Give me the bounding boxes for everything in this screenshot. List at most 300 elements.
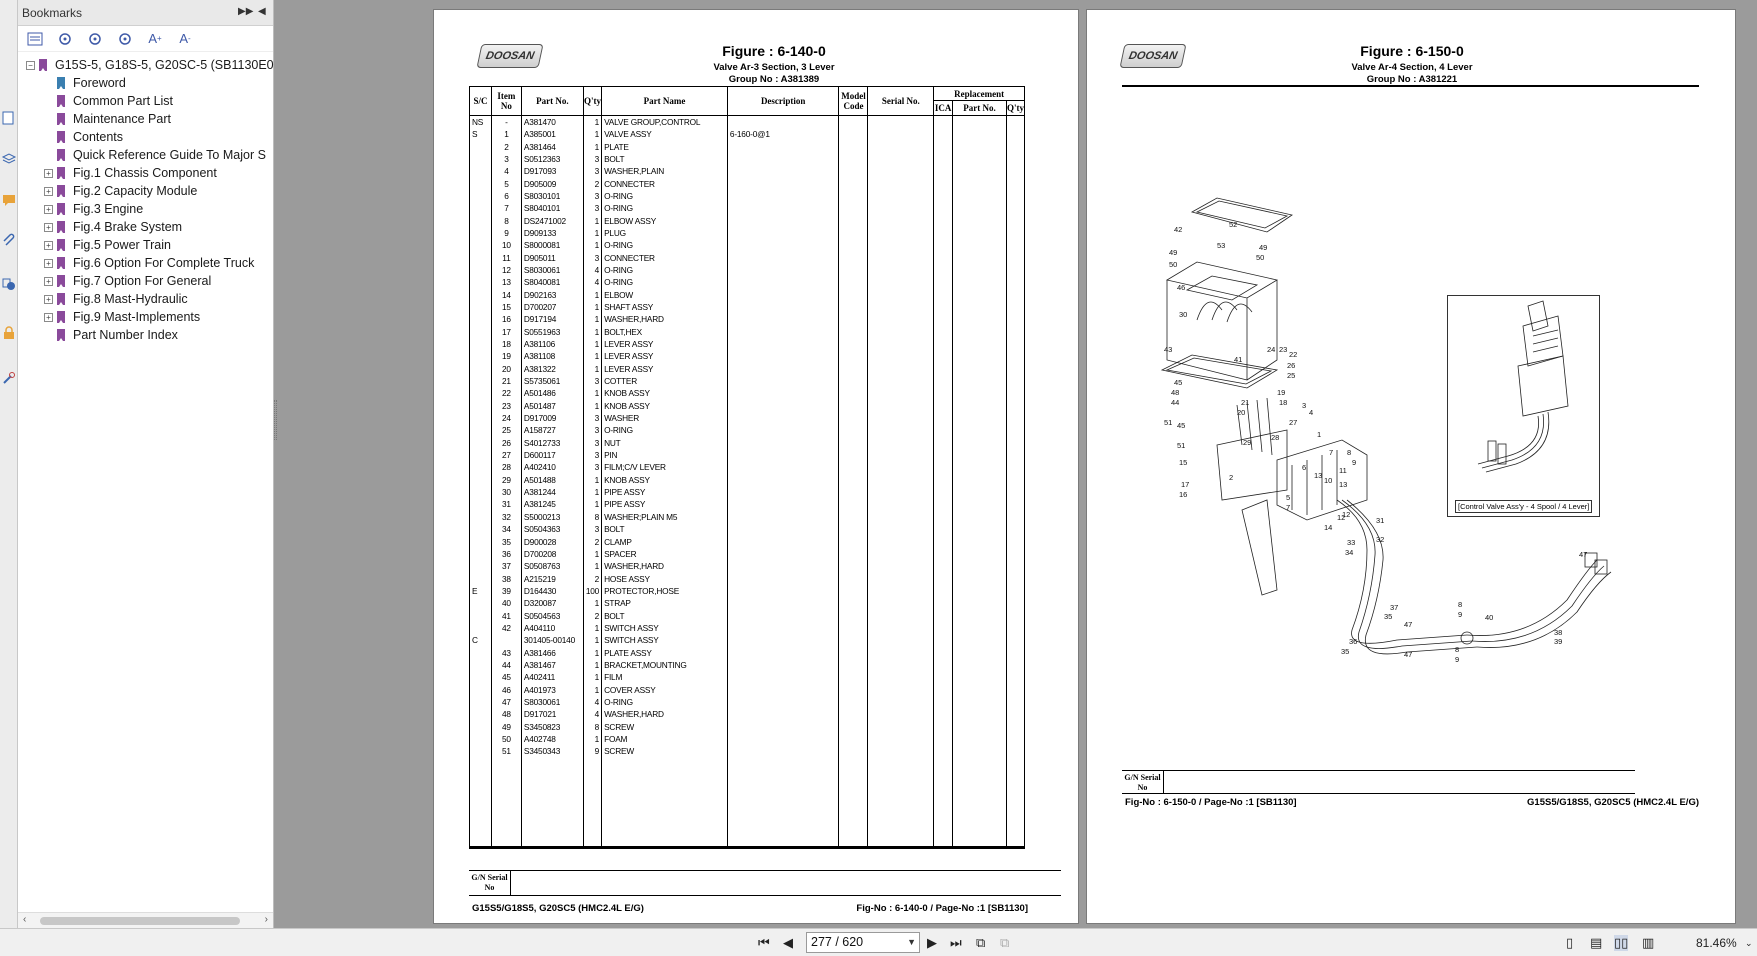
- bookmark-item[interactable]: [18, 272, 273, 290]
- two-page-view-icon[interactable]: ▯▯: [1614, 935, 1629, 950]
- callout-label: 44: [1171, 398, 1180, 407]
- table-row: [470, 609, 1025, 621]
- cell-part: A215219: [521, 572, 583, 584]
- cell-qty: 1: [583, 326, 601, 338]
- cell-sc: [470, 387, 492, 399]
- table-row: [470, 511, 1025, 523]
- table-row: [470, 498, 1025, 510]
- cell-item: 45: [491, 671, 521, 683]
- table-row: [470, 560, 1025, 572]
- cell-empty: [868, 363, 934, 375]
- bookmark-item[interactable]: [18, 182, 273, 200]
- table-row: [470, 659, 1025, 671]
- cell-desc: [727, 387, 839, 399]
- cell-empty: [1006, 276, 1024, 288]
- cell-qty: 1: [583, 214, 601, 226]
- previous-view-icon[interactable]: ⧉: [976, 935, 986, 950]
- cell-part: S8030061: [521, 696, 583, 708]
- cell-name: SHAFT ASSY: [602, 301, 728, 313]
- cell-empty: [839, 276, 868, 288]
- single-page-view-icon[interactable]: ▯: [1566, 935, 1574, 950]
- callout-label: 50: [1256, 253, 1265, 262]
- next-view-icon[interactable]: ⧉: [1000, 935, 1010, 950]
- cell-desc: [727, 437, 839, 449]
- cell-empty: [934, 511, 953, 523]
- cell-empty: [953, 721, 1007, 733]
- cell-desc: [727, 461, 839, 473]
- bookmark-item[interactable]: [18, 326, 273, 344]
- cell-empty: [953, 634, 1007, 646]
- cell-empty: [868, 511, 934, 523]
- decrease-font-icon[interactable]: A -: [179, 31, 191, 46]
- page-number-input[interactable]: 277 / 620 ▼: [806, 932, 920, 953]
- cell-name: NUT: [602, 437, 728, 449]
- cell-empty: [953, 116, 1007, 129]
- cell-empty: [1006, 387, 1024, 399]
- bookmark-item[interactable]: [18, 92, 273, 110]
- cell-sc: [470, 461, 492, 473]
- cell-name: O-RING: [602, 276, 728, 288]
- add-bookmark-icon[interactable]: [56, 30, 74, 48]
- bookmarks-horizontal-scrollbar[interactable]: [18, 912, 273, 928]
- cell-empty: [953, 165, 1007, 177]
- table-row: [470, 486, 1025, 498]
- bookmark-options-icon[interactable]: [26, 30, 44, 48]
- cell-empty: [1006, 708, 1024, 720]
- cell-empty: [868, 696, 934, 708]
- cell-empty: [934, 214, 953, 226]
- cell-empty: [953, 338, 1007, 350]
- callout-label: 8: [1458, 600, 1463, 609]
- increase-font-icon[interactable]: A +: [148, 31, 162, 46]
- cell-desc: [727, 671, 839, 683]
- cell-empty: [953, 177, 1007, 189]
- cell-item: 39: [491, 585, 521, 597]
- cell-sc: C: [470, 634, 492, 646]
- cell-item: 10: [491, 239, 521, 251]
- cell-empty: [839, 301, 868, 313]
- attachment-icon[interactable]: [1, 232, 16, 247]
- cell-empty: [868, 733, 934, 745]
- cell-part: D909133: [521, 227, 583, 239]
- cell-qty: 3: [583, 461, 601, 473]
- cell-empty: [934, 634, 953, 646]
- expand-icon[interactable]: +: [44, 205, 53, 214]
- cell-empty: [934, 585, 953, 597]
- bookmark-items: [18, 74, 273, 344]
- cell-item: 5: [491, 177, 521, 189]
- cell-empty: [868, 523, 934, 535]
- bookmark-label: Fig.5 Power Train: [73, 238, 171, 252]
- cell-empty: [1006, 733, 1024, 745]
- figure-subtitle: Valve Ar-4 Section, 4 Lever: [1351, 62, 1473, 73]
- cell-name: WASHER,HARD: [602, 560, 728, 572]
- cell-empty: [1006, 498, 1024, 510]
- cell-empty: [839, 511, 868, 523]
- tools-icon[interactable]: [1, 370, 16, 385]
- cell-empty: [839, 622, 868, 634]
- bookmark-label: Fig.3 Engine: [73, 202, 144, 216]
- cell-desc: [727, 227, 839, 239]
- cell-empty: [1006, 350, 1024, 362]
- cell-empty: [953, 400, 1007, 412]
- table-row: [470, 264, 1025, 276]
- continuous-view-icon[interactable]: ▤: [1590, 935, 1603, 950]
- bookmark-item[interactable]: [18, 308, 273, 326]
- bookmark-item[interactable]: [18, 128, 273, 146]
- cell-desc: [727, 498, 839, 510]
- cell-item: 46: [491, 683, 521, 695]
- cell-empty: [839, 597, 868, 609]
- bookmark-item[interactable]: [18, 146, 273, 164]
- bookmark-label: Foreword: [73, 76, 126, 90]
- callout-label: 13: [1339, 480, 1348, 489]
- cell-empty: [934, 535, 953, 547]
- cell-empty: [934, 301, 953, 313]
- col-sc: S/C: [470, 87, 492, 116]
- bookmarks-panel: [18, 0, 274, 928]
- cell-sc: [470, 227, 492, 239]
- cell-item: 48: [491, 708, 521, 720]
- cell-empty: [953, 313, 1007, 325]
- expand-icon[interactable]: +: [44, 313, 53, 322]
- cell-desc: [727, 363, 839, 375]
- table-row: [470, 733, 1025, 745]
- panel-splitter[interactable]: [274, 400, 277, 440]
- cell-name: BOLT: [602, 153, 728, 165]
- cell-empty: [839, 474, 868, 486]
- cell-empty: [839, 461, 868, 473]
- callout-label: 38: [1554, 628, 1563, 637]
- bookmark-label: Fig.1 Chassis Component: [73, 166, 217, 180]
- cell-part: A501488: [521, 474, 583, 486]
- cell-desc: [727, 721, 839, 733]
- table-row: [470, 239, 1025, 251]
- cell-part: A381245: [521, 498, 583, 510]
- cell-empty: [521, 758, 583, 848]
- cell-empty: [934, 622, 953, 634]
- cell-empty: [868, 128, 934, 140]
- collapse-panel-icon[interactable]: ◀: [258, 6, 266, 17]
- cell-desc: [727, 239, 839, 251]
- cell-qty: 1: [583, 301, 601, 313]
- bookmark-tree: [18, 52, 273, 344]
- gn-serial-box: [1122, 770, 1635, 794]
- prev-page-icon[interactable]: ◀: [783, 935, 793, 950]
- cell-empty: [1006, 313, 1024, 325]
- cell-sc: [470, 511, 492, 523]
- cell-empty: [1006, 177, 1024, 189]
- cell-empty: [839, 733, 868, 745]
- pdf-page-right: [1086, 9, 1736, 924]
- callout-label: 21: [1241, 398, 1250, 407]
- cell-empty: [934, 400, 953, 412]
- cell-item: 43: [491, 646, 521, 658]
- col-replacement: Replacement: [934, 87, 1025, 101]
- bookmark-label: Fig.2 Capacity Module: [73, 184, 198, 198]
- cell-part: A381466: [521, 646, 583, 658]
- callout-label: 12: [1337, 513, 1346, 522]
- bookmark-icon: [57, 239, 65, 251]
- cell-part: D917194: [521, 313, 583, 325]
- cell-empty: [953, 572, 1007, 584]
- cell-desc: [727, 486, 839, 498]
- bookmark-label: Quick Reference Guide To Major S: [73, 148, 266, 162]
- bookmark-item[interactable]: [18, 236, 273, 254]
- cell-qty: 1: [583, 338, 601, 350]
- cell-desc: [727, 177, 839, 189]
- callout-label: 35: [1384, 612, 1393, 621]
- callout-label: 32: [1376, 535, 1385, 544]
- cell-desc: [727, 646, 839, 658]
- cell-name: COTTER: [602, 375, 728, 387]
- cell-sc: [470, 646, 492, 658]
- cell-qty: 4: [583, 276, 601, 288]
- cell-empty: [934, 116, 953, 129]
- cell-item: 18: [491, 338, 521, 350]
- callout-label: 33: [1347, 538, 1356, 547]
- cell-empty: [934, 696, 953, 708]
- cell-desc: [727, 474, 839, 486]
- callout-label: 29: [1243, 438, 1252, 447]
- cell-empty: [839, 548, 868, 560]
- cell-empty: [934, 140, 953, 152]
- cell-empty: [839, 140, 868, 152]
- cell-qty: 2: [583, 572, 601, 584]
- col-rep-qty: Q'ty: [1006, 101, 1024, 116]
- layers-icon[interactable]: [1, 150, 16, 165]
- cell-sc: [470, 474, 492, 486]
- bookmark-item[interactable]: [18, 74, 273, 92]
- table-row: [470, 177, 1025, 189]
- cell-desc: [727, 251, 839, 263]
- cell-desc: [727, 264, 839, 276]
- lock-icon[interactable]: [1, 325, 16, 340]
- bookmark-item[interactable]: [18, 254, 273, 272]
- cell-empty: [934, 153, 953, 165]
- cell-empty: [934, 424, 953, 436]
- cell-sc: [470, 659, 492, 671]
- cell-empty: [953, 251, 1007, 263]
- cell-item: 40: [491, 597, 521, 609]
- cell-sc: [470, 165, 492, 177]
- bookmark-item[interactable]: [18, 290, 273, 308]
- cell-empty: [953, 461, 1007, 473]
- table-row: [470, 548, 1025, 560]
- signature-icon[interactable]: [1, 276, 16, 291]
- cell-item: 8: [491, 214, 521, 226]
- cell-empty: [953, 276, 1007, 288]
- cell-empty: [934, 523, 953, 535]
- cell-qty: 2: [583, 535, 601, 547]
- cell-desc: 6-160-0@1: [727, 128, 839, 140]
- cell-sc: [470, 622, 492, 634]
- cell-desc: [727, 622, 839, 634]
- cell-empty: [1006, 486, 1024, 498]
- scrollbar-thumb[interactable]: [40, 917, 240, 925]
- bookmark-item[interactable]: [18, 164, 273, 182]
- cell-empty: [934, 264, 953, 276]
- cell-qty: 3: [583, 424, 601, 436]
- callout-label: 43: [1164, 345, 1173, 354]
- cell-sc: [470, 153, 492, 165]
- bookmark-item[interactable]: [18, 110, 273, 128]
- cell-qty: 3: [583, 202, 601, 214]
- cell-qty: 1: [583, 400, 601, 412]
- pages-icon[interactable]: [1, 110, 16, 125]
- cell-empty: [1006, 116, 1024, 129]
- cell-empty: [953, 733, 1007, 745]
- expand-icon[interactable]: +: [44, 277, 53, 286]
- table-row: [470, 634, 1025, 646]
- callout-label: 50: [1169, 260, 1178, 269]
- cell-empty: [868, 486, 934, 498]
- cell-name: PLATE: [602, 140, 728, 152]
- bookmark-icon: [57, 221, 65, 233]
- cell-empty: [868, 622, 934, 634]
- callout-label: 26: [1287, 361, 1296, 370]
- comments-icon[interactable]: [1, 192, 16, 207]
- callout-label: 34: [1345, 548, 1354, 557]
- cell-empty: [934, 683, 953, 695]
- cell-part: A381322: [521, 363, 583, 375]
- callout-label: 1: [1317, 430, 1322, 439]
- cell-name: CONNECTER: [602, 177, 728, 189]
- col-description: Description: [727, 87, 839, 116]
- cell-part: S8030061: [521, 264, 583, 276]
- table-row: [470, 313, 1025, 325]
- cell-sc: [470, 486, 492, 498]
- callout-label: 8: [1455, 645, 1460, 654]
- callout-label: 2: [1229, 473, 1234, 482]
- zoom-dropdown-icon[interactable]: ⌄: [1745, 938, 1753, 948]
- cell-empty: [953, 597, 1007, 609]
- expand-icon[interactable]: +: [44, 169, 53, 178]
- col-part-name: Part Name: [602, 87, 728, 116]
- cell-empty: [934, 128, 953, 140]
- cell-empty: [868, 227, 934, 239]
- cell-empty: [1006, 474, 1024, 486]
- cell-empty: [839, 498, 868, 510]
- scroll-right-icon[interactable]: ›: [264, 914, 268, 925]
- cell-empty: [1006, 326, 1024, 338]
- cell-qty: 3: [583, 251, 601, 263]
- scroll-left-icon[interactable]: ‹: [23, 914, 27, 925]
- table-row: [470, 585, 1025, 597]
- table-row: [470, 276, 1025, 288]
- cell-empty: [868, 153, 934, 165]
- table-row: [470, 474, 1025, 486]
- cell-empty: [839, 264, 868, 276]
- expand-icon[interactable]: +: [44, 223, 53, 232]
- col-qty: Q'ty: [583, 87, 601, 116]
- cell-part: A402748: [521, 733, 583, 745]
- cell-empty: [934, 288, 953, 300]
- two-page-continuous-icon[interactable]: ▥: [1642, 935, 1655, 950]
- cell-name: O-RING: [602, 424, 728, 436]
- cell-item: 6: [491, 190, 521, 202]
- cell-part: S8040081: [521, 276, 583, 288]
- cell-item: 24: [491, 412, 521, 424]
- cell-empty: [868, 251, 934, 263]
- cell-name: BRACKET,MOUNTING: [602, 659, 728, 671]
- cell-qty: 1: [583, 733, 601, 745]
- bookmark-icon: [57, 185, 65, 197]
- expand-icon[interactable]: +: [44, 187, 53, 196]
- expand-icon[interactable]: +: [44, 259, 53, 268]
- cell-part: A381470: [521, 116, 583, 129]
- cell-empty: [934, 597, 953, 609]
- callout-label: 17: [1181, 480, 1190, 489]
- cell-empty: [1006, 140, 1024, 152]
- cell-empty: [953, 758, 1007, 848]
- expand-bookmark-icon[interactable]: [116, 30, 134, 48]
- cell-empty: [934, 165, 953, 177]
- expand-icon[interactable]: +: [44, 241, 53, 250]
- cell-item: 12: [491, 264, 521, 276]
- table-row: [470, 646, 1025, 658]
- cell-item: 17: [491, 326, 521, 338]
- cell-qty: 1: [583, 387, 601, 399]
- cell-part: D917009: [521, 412, 583, 424]
- cell-qty: 2: [583, 609, 601, 621]
- zoom-level[interactable]: 81.46%: [1696, 936, 1737, 950]
- callout-label: 10: [1324, 476, 1333, 485]
- bookmark-label: Fig.4 Brake System: [73, 220, 183, 234]
- cell-desc: [727, 424, 839, 436]
- cell-empty: [839, 683, 868, 695]
- cell-empty: [953, 585, 1007, 597]
- expand-icon[interactable]: +: [44, 295, 53, 304]
- find-bookmark-icon[interactable]: [86, 30, 104, 48]
- chevron-down-icon[interactable]: ▼: [907, 937, 916, 947]
- cell-empty: [953, 548, 1007, 560]
- cell-part: S3450343: [521, 745, 583, 757]
- cell-desc: [727, 696, 839, 708]
- footer-fig-page: Fig-No : 6-140-0 / Page-No :1 [SB1130]: [856, 903, 1028, 914]
- cell-part: D905011: [521, 251, 583, 263]
- cell-desc: [727, 326, 839, 338]
- next-page-icon[interactable]: ▶: [927, 935, 937, 950]
- cell-desc: [727, 313, 839, 325]
- callout-label: 23: [1279, 345, 1288, 354]
- bookmark-icon: [57, 149, 65, 161]
- col-part-no: Part No.: [521, 87, 583, 116]
- bookmark-item[interactable]: [18, 200, 273, 218]
- cell-empty: [934, 733, 953, 745]
- first-page-icon[interactable]: ⏮: [758, 935, 770, 950]
- bookmark-label: Fig.6 Option For Complete Truck: [73, 256, 255, 270]
- bookmark-item[interactable]: [18, 218, 273, 236]
- cell-empty: [839, 708, 868, 720]
- cell-sc: [470, 745, 492, 757]
- expand-panel-icon[interactable]: ▶▶: [238, 6, 254, 17]
- cell-name: BOLT,HEX: [602, 326, 728, 338]
- last-page-icon[interactable]: ⏭: [950, 935, 962, 950]
- cell-item: 41: [491, 609, 521, 621]
- cell-empty: [1006, 227, 1024, 239]
- table-row: [470, 301, 1025, 313]
- cell-qty: 1: [583, 683, 601, 695]
- cell-empty: [934, 498, 953, 510]
- cell-empty: [953, 696, 1007, 708]
- cell-desc: [727, 400, 839, 412]
- collapse-icon[interactable]: −: [26, 61, 35, 70]
- bookmark-root[interactable]: − G15S-5, G18S-5, G20SC-5 (SB1130E0: [18, 56, 273, 74]
- cell-empty: [1006, 400, 1024, 412]
- cell-desc: [727, 511, 839, 523]
- cell-sc: [470, 264, 492, 276]
